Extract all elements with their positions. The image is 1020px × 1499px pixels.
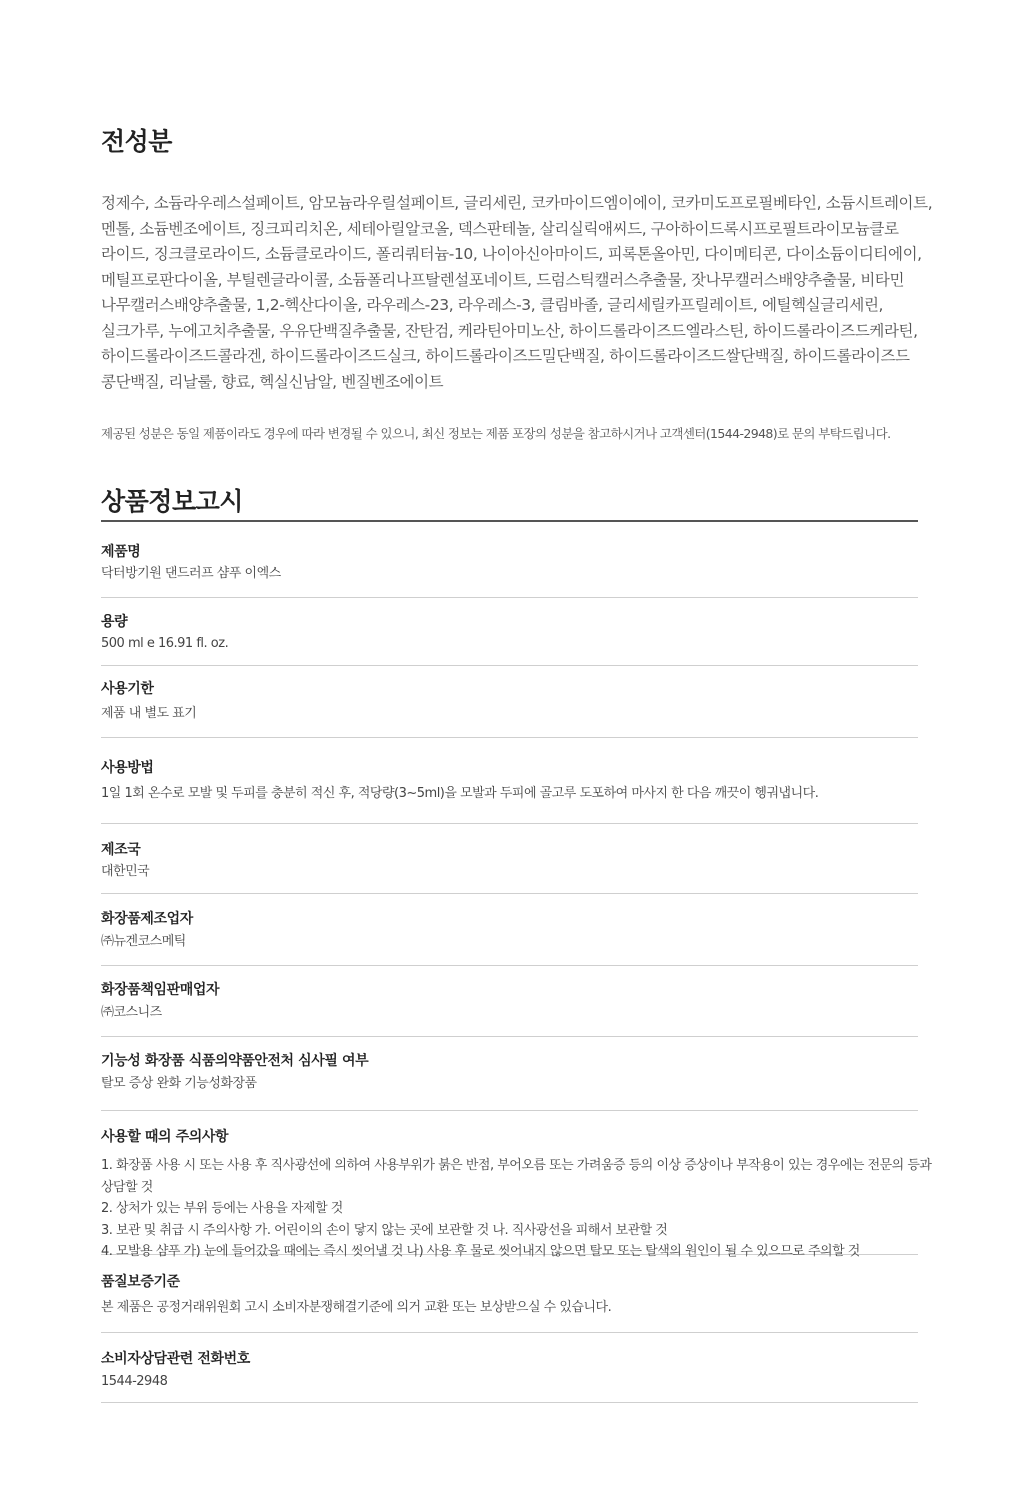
info-row-manufacturer: [101, 894, 918, 966]
ingredients-list: 정제수, 소듐라우레스설페이트, 암모늄라우릴설페이트, 글리세린, 코카마이드엠이에이, 코카미도프로필베타인, 소듐시트레이트, 멘톨, 소듐벤조에이트, 징크피리치온, 세테아릴알코올, 덱스판테놀, 살리실릭애씨드, 구아하이드록시프로필트라이모늄클로 라이드, 징크클로라이드, 소듐클로라이드, 폴리쿼터늄-10, 나이아신아마이드, 피록톤올아민, 다이메티콘, 다이소듐이디티에이, 메틸프로판다이올, 부틸렌글라이콜, 소듐폴리나프탈렌설포네이트, 드럼스틱캘러스추출물, 잣나무캘러스배양추출물, 비타민 나무캘러스배양추출물, 1,2-헥산다이올, 라우레스-23, 라우레스-3, 클림바졸, 글리세릴카프릴레이트, 에틸헥실글리세린, 실크가루, 누에고치추출물, 우유단백질추출물, 잔탄검, 케라틴아미노산, 하이드롤라이즈드엘라스틴, 하이드롤라이즈드케라틴, 하이드롤라이즈드콜라겐, 하이드롤라이즈드실크, 하이드롤라이즈드밀단백질, 하이드롤라이즈드쌀단백질, 하이드롤라이즈드 콩단백질, 리날룰, 향료, 헥실신남알, 벤질벤조에이트: [101, 194, 933, 391]
info-row-expiry: [101, 666, 918, 738]
info-row-product-name: [101, 522, 918, 598]
info-label: 화장품책임판매업자: [101, 982, 220, 998]
info-value: ㈜코스니즈: [101, 1005, 162, 1020]
product-info-title: 상품정보고시: [101, 487, 243, 516]
info-value: 본 제품은 공정거래위원회 고시 소비자분쟁해결기준에 의거 교환 또는 보상받으실 수 있습니다.: [101, 1300, 612, 1315]
info-label: 사용할 때의 주의사항: [101, 1129, 229, 1145]
info-value: ㈜뉴겐코스메틱: [101, 934, 186, 949]
info-row-country: [101, 824, 918, 894]
info-label: 제품명: [101, 544, 141, 560]
ingredients-title: 전성분: [101, 127, 172, 156]
info-label: 제조국: [101, 842, 141, 858]
info-value: 탈모 증상 완화 기능성화장품: [101, 1076, 257, 1091]
info-value: 500 ml e 16.91 fl. oz.: [101, 636, 229, 651]
info-value: 1544-2948: [101, 1374, 168, 1389]
info-row-phone: [101, 1333, 918, 1403]
info-row-usage: [101, 738, 918, 824]
info-value: 1일 1회 온수로 모발 및 두피를 충분히 적신 후, 적당량(3~5ml)을 모발과 두피에 골고루 도포하여 마사지 한 다음 깨끗이 헹궈냅니다.: [101, 786, 819, 801]
info-row-seller: [101, 966, 918, 1037]
info-label: 품질보증기준: [101, 1274, 180, 1290]
info-label: 사용기한: [101, 681, 154, 697]
info-row-quality-guarantee: [101, 1255, 918, 1333]
info-value: 대한민국: [101, 864, 150, 879]
info-row-volume: [101, 598, 918, 666]
info-value: 닥터방기원 댄드러프 샴푸 이엑스: [101, 566, 281, 581]
info-value: 제품 내 별도 표기: [101, 706, 197, 721]
ingredients-notice: 제공된 성분은 동일 제품이라도 경우에 따라 변경될 수 있으니, 최신 정보는 제품 포장의 성분을 참고하시거나 고객센터(1544-2948)로 문의 부탁드립니다.: [101, 426, 891, 441]
info-row-precautions: [101, 1111, 932, 1259]
info-label: 용량: [101, 614, 128, 630]
info-label: 소비자상담관련 전화번호: [101, 1351, 250, 1367]
info-label: 기능성 화장품 식품의약품안전처 심사필 여부: [101, 1053, 369, 1069]
info-row-functional-review: [101, 1037, 918, 1111]
info-label: 사용방법: [101, 760, 154, 776]
info-label: 화장품제조업자: [101, 911, 193, 927]
info-value: 1. 화장품 사용 시 또는 사용 후 직사광선에 의하여 사용부위가 붉은 반점, 부어오름 또는 가려움증 등의 이상 증상이나 부작용이 있는 경우에는 전문의 등과 상담할 것 2. 상처가 있는 부위 등에는 사용을 자제할 것 3. 보관 및 취급 시 주의사항 가. 어린이의 손이 닿지 않는 곳에 보관할 것 나. 직사광선을 피해서 보관할 것 4. 모발용 샴푸 가) 눈에 들어갔을 때에는 즉시 씻어낼 것 나) 사용 후 물로 씻어내지 않으면 탈모 또는 탈색의 원인이 될 수 있으므로 주의할 것: [101, 1158, 932, 1259]
